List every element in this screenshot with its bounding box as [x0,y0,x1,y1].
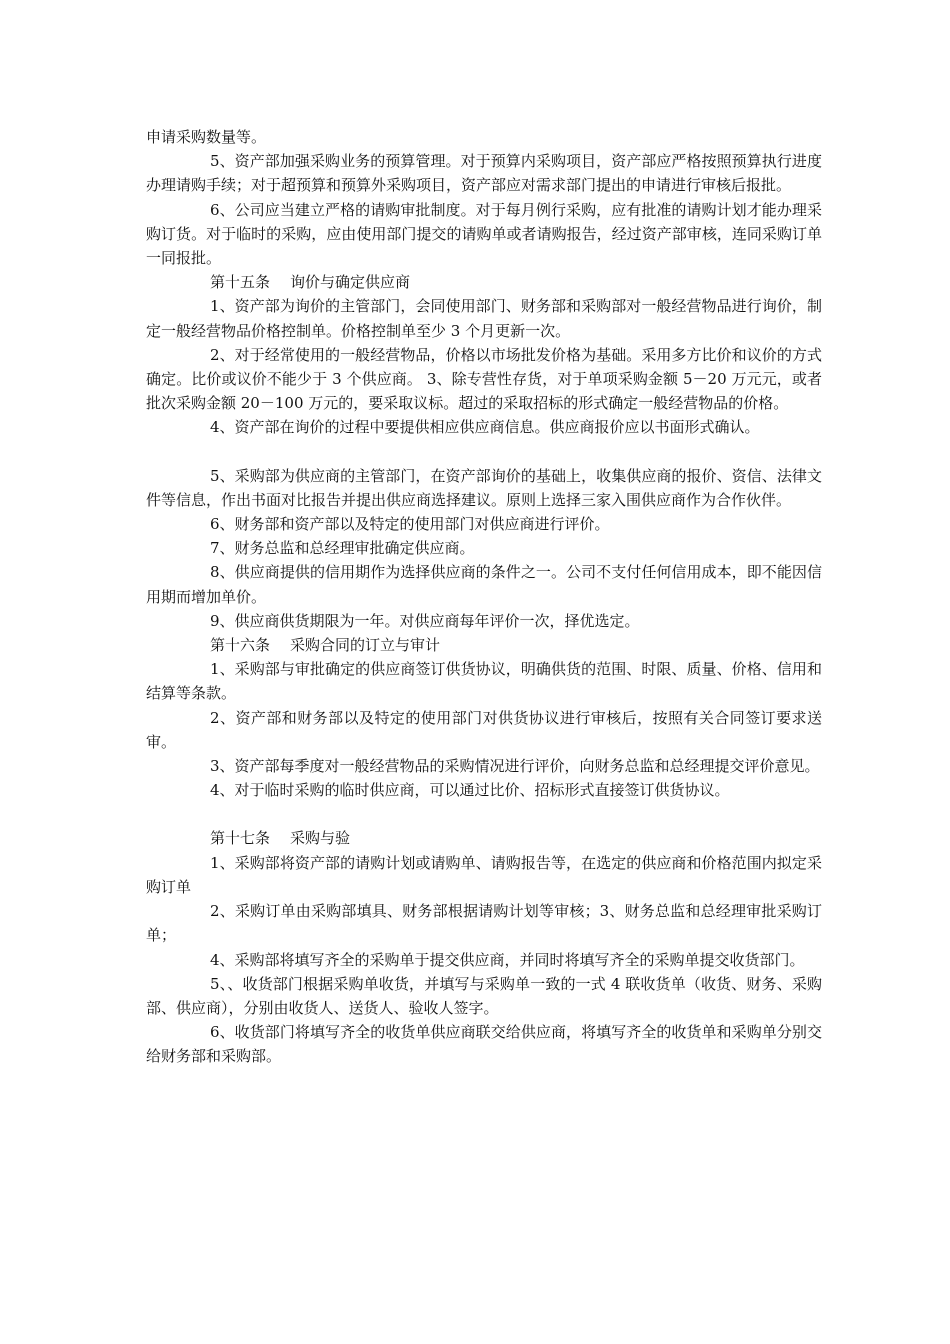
body-paragraph: 申请采购数量等。 [146,128,267,146]
article-number: 第十七条 [210,829,271,848]
article-number: 第十五条 [210,273,271,292]
article-title: 采购合同的订立与审计 [290,636,441,655]
body-paragraph: 6、收货部门将填写齐全的收货单供应商联交给供应商，将填写齐全的收货单和采购单分别交给财务部和采购部。 [146,1023,822,1066]
body-paragraph: 4、对于临时采购的临时供应商，可以通过比价、招标形式直接签订供货协议。 [210,781,730,800]
body-paragraph: 5、、收货部门根据采购单收货，并填写与采购单一致的一式 4 联收货单（收货、财务、采购部、供应商），分别由收货人、送货人、验收人签字。 [146,974,822,1017]
article-heading [146,270,822,294]
body-paragraph: 3、资产部每季度对一般经营物品的采购情况进行评价，向财务总监和总经理提交评价意见。 [210,757,820,776]
body-paragraph: 1、资产部为询价的主管部门，会同使用部门、财务部和采购部对一般经营物品进行询价，制定一般经营物品价格控制单。价格控制单至少 3 个月更新一次。 [146,297,822,340]
body-paragraph: 6、公司应当建立严格的请购审批制度。对于每月例行采购，应有批准的请购计划才能办理采购订货。对于临时的采购，应由使用部门提交的请购单或者请购报告，经过资产部审核，连同采购订单一同报批。 [146,200,822,268]
body-paragraph: 5、采购部为供应商的主管部门，在资产部询价的基础上，收集供应商的报价、资信、法律文件等信息，作出书面对比报告并提出供应商选择建议。原则上选择三家入围供应商作为合作伙伴。 [146,466,822,509]
body-paragraph: 5、资产部加强采购业务的预算管理。对于预算内采购项目，资产部应严格按照预算执行进度办理请购手续；对于超预算和预算外采购项目，资产部应对需求部门提出的申请进行审核后报批。 [146,152,822,195]
body-paragraph: 9、供应商供货期限为一年。对供应商每年评价一次，择优选定。 [210,611,640,630]
body-paragraph: 1、采购部将资产部的请购计划或请购单、请购报告等，在选定的供应商和价格范围内拟定采购订单 [146,853,822,896]
article-title: 询价与确定供应商 [290,273,411,292]
body-paragraph: 2、采购订单由采购部填具、财务部根据请购计划等审核；3、财务总监和总经理审批采购订单； [146,902,822,945]
body-paragraph: 6、财务部和资产部以及特定的使用部门对供应商进行评价。 [210,515,610,534]
blank-line [146,440,822,464]
article-heading [146,633,822,657]
body-paragraph: 7、财务总监和总经理审批确定供应商。 [210,539,475,558]
document-page [146,125,822,1069]
article-title: 采购与验 [290,829,351,848]
body-paragraph: 8、供应商提供的信用期作为选择供应商的条件之一。公司不支付任何信用成本，即不能因信用期而增加单价。 [146,563,822,606]
article-number: 第十六条 [210,636,271,655]
body-paragraph: 4、采购部将填写齐全的采购单于提交供应商，并同时将填写齐全的采购单提交收货部门。 [210,950,805,969]
body-paragraph: 2、资产部和财务部以及特定的使用部门对供货协议进行审核后，按照有关合同签订要求送审。 [146,708,822,751]
body-paragraph: 2、对于经常使用的一般经营物品，价格以市场批发价格为基础。采用多方比价和议价的方式确定。比价或议价不能少于 3 个供应商。 3、除专营性存货，对于单项采购金额 5－20 万元元，或者批次采购金额 20－100 万元的，要采取议标。超过的采取招标的形式确定一般经营物品的价格。 [146,345,822,413]
body-paragraph: 1、采购部与审批确定的供应商签订供货协议，明确供货的范围、时限、质量、价格、信用和结算等条款。 [146,660,822,703]
article-heading [146,826,822,850]
body-paragraph: 4、资产部在询价的过程中要提供相应供应商信息。供应商报价应以书面形式确认。 [210,418,760,437]
blank-line [146,802,822,826]
